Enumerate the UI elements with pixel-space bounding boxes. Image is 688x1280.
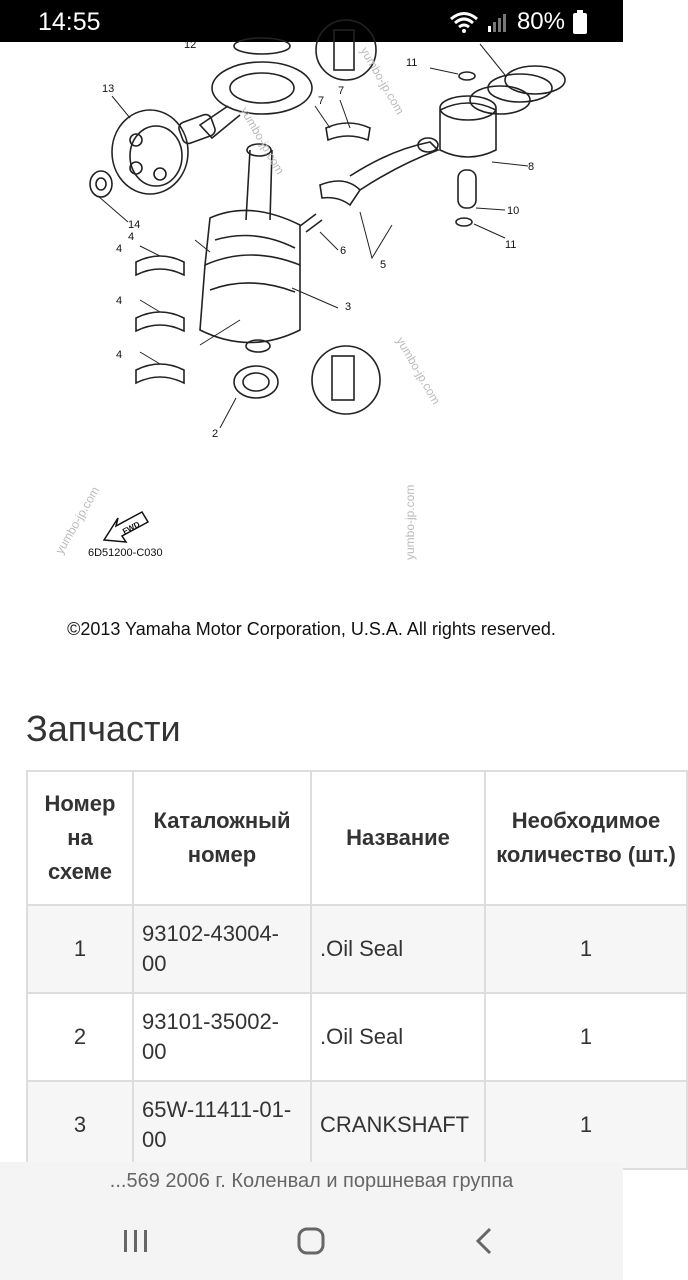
- callout: 4: [116, 349, 123, 361]
- header-diagram-number: Номер на схеме: [27, 771, 133, 905]
- header-quantity: Необходимое количество (шт.): [485, 771, 687, 905]
- callout: 6: [340, 245, 347, 257]
- callout: 13: [102, 83, 115, 95]
- home-button[interactable]: [289, 1220, 333, 1262]
- diagram-code: 6D51200-C030: [88, 547, 163, 559]
- battery-icon: [573, 10, 587, 34]
- status-bar: [0, 0, 623, 42]
- table-header-row: [27, 771, 687, 905]
- browser-page-title[interactable]: ...569 2006 г. Коленвал и поршневая группа: [0, 1162, 623, 1200]
- cell-quantity: 1: [485, 1081, 687, 1169]
- callout: 3: [345, 301, 352, 313]
- fwd-arrow-icon: [104, 512, 148, 542]
- callout: 5: [380, 259, 387, 271]
- cell-catalog-number: 93102-43004-00: [133, 905, 311, 993]
- callout: 8: [528, 161, 535, 173]
- callout: 7: [318, 95, 325, 107]
- callout: 11: [505, 239, 517, 251]
- watermark: yumbo-jp.com: [237, 104, 288, 177]
- wifi-icon: [449, 11, 479, 33]
- cell-name: .Oil Seal: [311, 993, 485, 1081]
- table-row: [27, 1081, 687, 1169]
- watermark: yumbo-jp.com: [393, 334, 444, 407]
- battery-percent: 80%: [516, 8, 565, 35]
- parts-diagram: [0, 39, 623, 602]
- cell-diagram-number: 3: [27, 1081, 133, 1169]
- parts-table: [26, 770, 688, 1170]
- table-row: [27, 905, 687, 993]
- callout: 10: [507, 205, 520, 217]
- callout: 4: [116, 295, 123, 307]
- callout: 11: [406, 57, 418, 69]
- callout: 2: [212, 428, 219, 440]
- diagram-callouts: [88, 39, 534, 559]
- cell-catalog-number: 93101-35002-00: [133, 993, 311, 1081]
- cell-name: .Oil Seal: [311, 905, 485, 993]
- signal-icon: [487, 11, 509, 33]
- cell-diagram-number: 1: [27, 905, 133, 993]
- callout: 14: [128, 219, 141, 231]
- header-name: Название: [311, 771, 485, 905]
- table-row: [27, 993, 687, 1081]
- back-button[interactable]: [462, 1220, 506, 1262]
- watermarks: [52, 45, 443, 561]
- cell-diagram-number: 2: [27, 993, 133, 1081]
- status-time: 14:55: [38, 8, 101, 36]
- cell-catalog-number: 65W-11411-01-00: [133, 1081, 311, 1169]
- callout: 12: [184, 39, 197, 51]
- recent-apps-button[interactable]: [114, 1220, 158, 1262]
- callout: 7: [338, 85, 345, 97]
- section-title: Запчасти: [26, 708, 181, 749]
- status-icons: [449, 8, 587, 36]
- back-icon: [473, 1226, 495, 1256]
- cell-quantity: 1: [485, 905, 687, 993]
- parts-table-container[interactable]: [26, 770, 676, 1162]
- watermark: yumbo-jp.com: [357, 44, 408, 117]
- watermark: yumbo-jp.com: [52, 484, 103, 557]
- callout: 4: [128, 231, 135, 243]
- copyright-notice: ©2013 Yamaha Motor Corporation, U.S.A. All rights reserved.: [67, 619, 556, 639]
- fwd-label: FWD: [121, 519, 142, 537]
- watermark: yumbo-jp.com: [403, 484, 417, 560]
- recent-apps-icon: [121, 1228, 151, 1254]
- callout: 4: [116, 243, 123, 255]
- home-icon: [296, 1226, 326, 1256]
- cell-name: CRANKSHAFT: [311, 1081, 485, 1169]
- header-catalog-number: Каталожный номер: [133, 771, 311, 905]
- navigation-bar: [0, 1200, 623, 1280]
- cell-quantity: 1: [485, 993, 687, 1081]
